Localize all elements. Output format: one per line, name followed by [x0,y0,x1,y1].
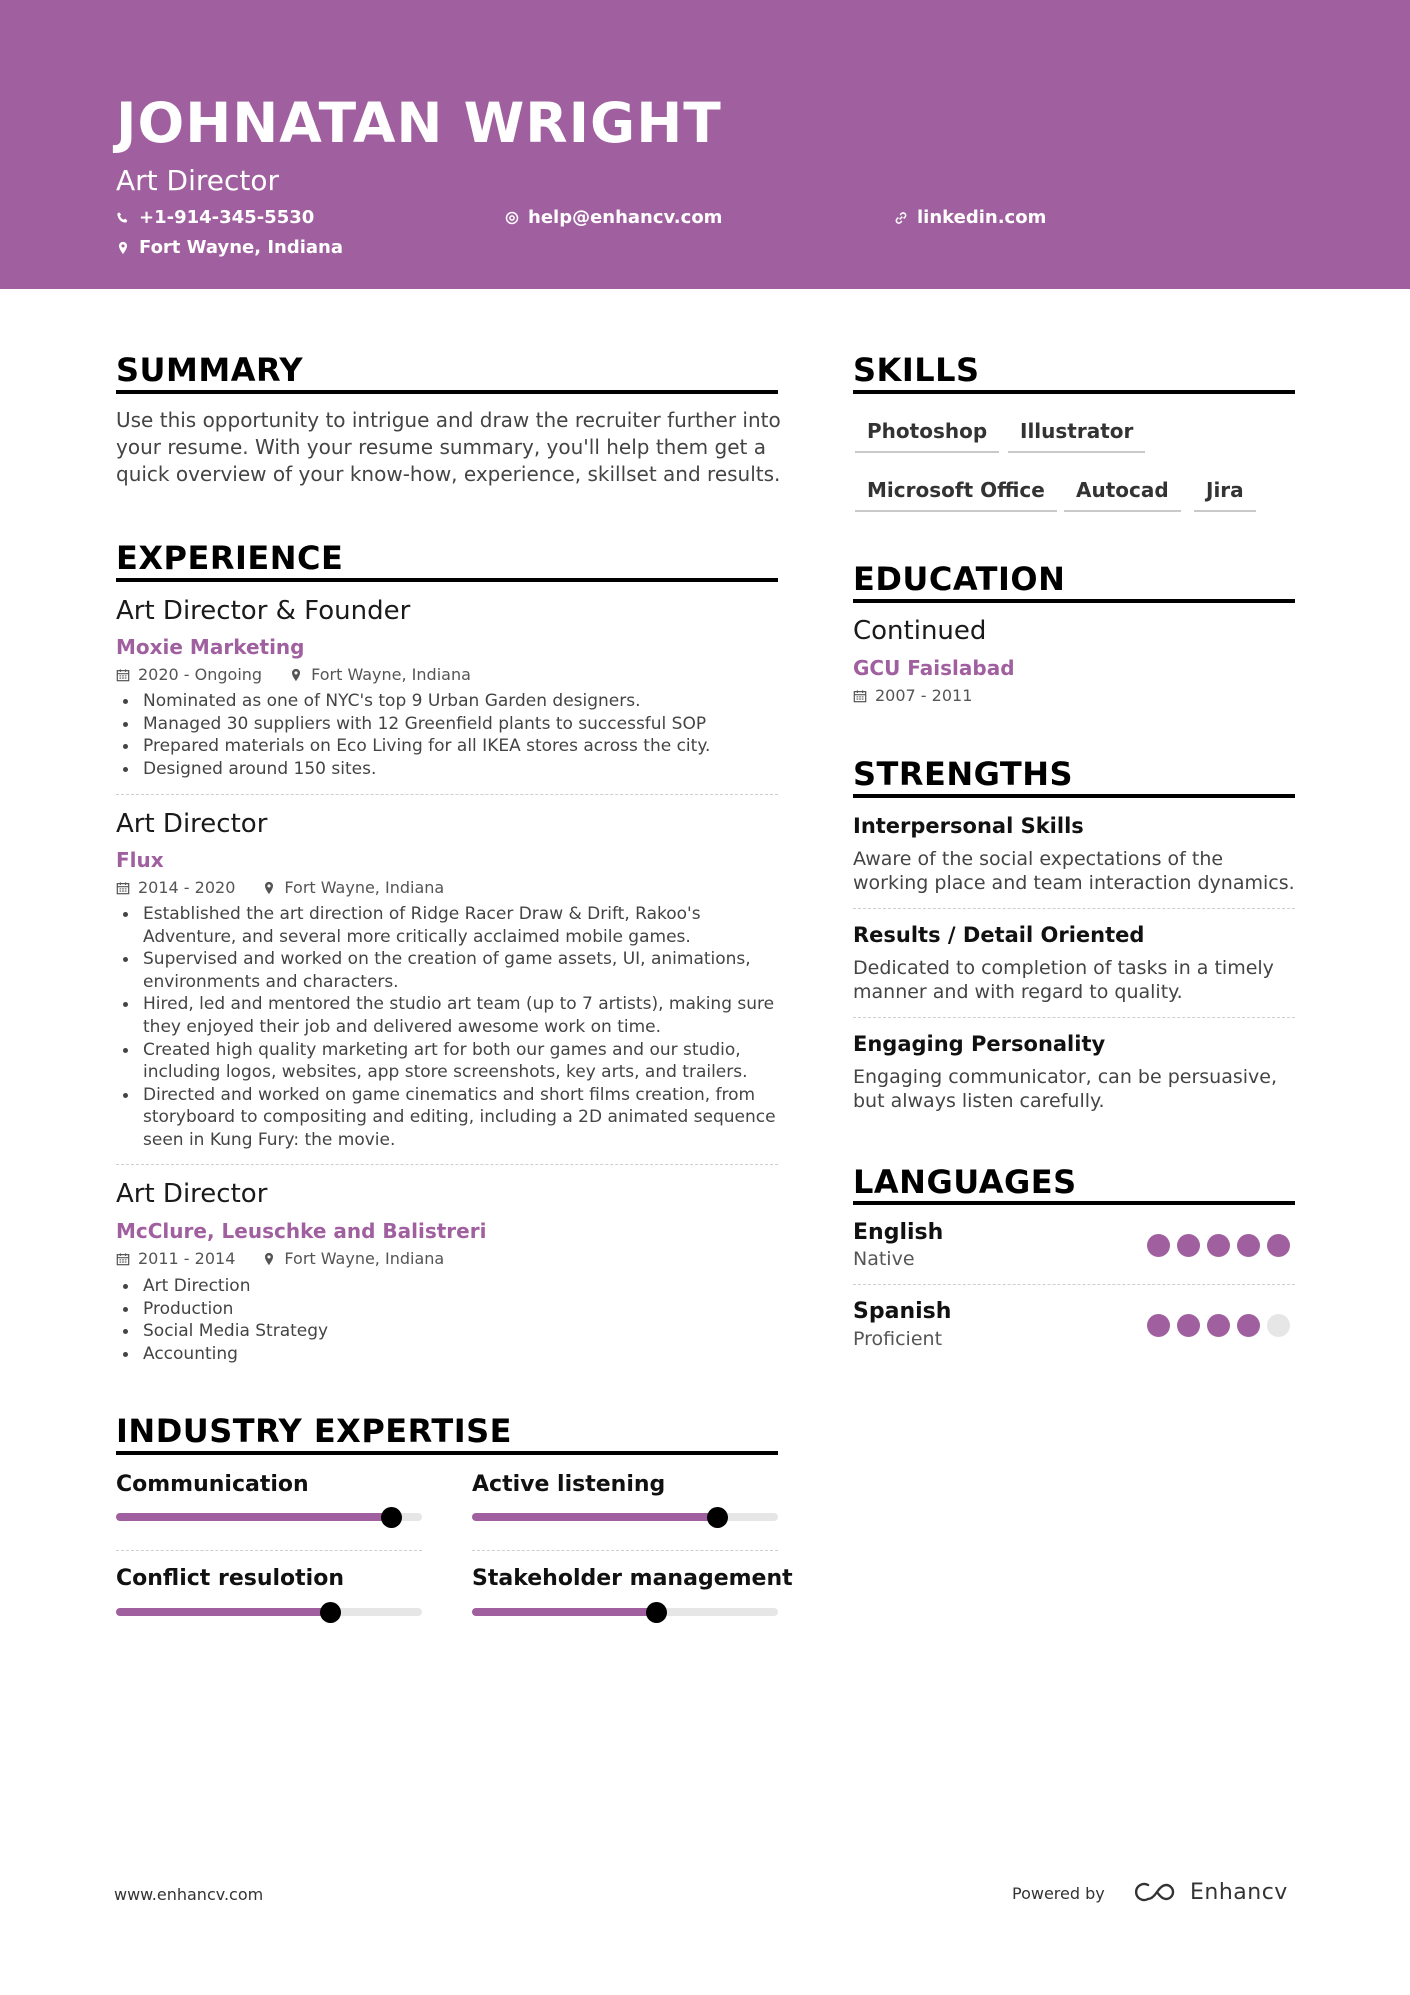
experience-heading: EXPERIENCE [116,539,344,577]
company-name: Moxie Marketing [116,635,305,659]
list-item: Created high quality marketing art for both our games and our studio, including logos, websites, app store screenshots, key arts, and trailers. [116,1039,776,1084]
summary-heading: SUMMARY [116,351,304,389]
job-divider [116,794,778,795]
calendar-icon [853,689,867,703]
industry-heading: INDUSTRY EXPERTISE [116,1412,512,1450]
expertise-bar-fill [472,1513,717,1521]
phone-text: +1-914-345-5530 [139,207,315,228]
expertise-bar-fill [116,1608,330,1616]
expertise-label: Active listening [472,1472,666,1497]
contact-website[interactable] [894,209,1046,227]
job-location [289,667,471,683]
language-rating [1147,1234,1290,1257]
list-item: Social Media Strategy [116,1320,776,1343]
expertise-bar-knob [381,1507,402,1528]
job-dates: 2014 - 2020 [138,878,236,897]
summary-rule [116,390,778,394]
list-item: Nominated as one of NYC's top 9 Urban Garden designers. [116,690,776,713]
company-name: Flux [116,848,164,872]
job-location [262,880,444,896]
language-rating [1147,1314,1290,1337]
skills-heading: SKILLS [853,351,980,389]
expertise-label: Stakeholder management [472,1566,793,1591]
job-bullets [116,690,776,780]
skill-tag: Jira [1194,480,1256,512]
expertise-bar-fill [116,1513,391,1521]
list-item: Directed and worked on game cinematics and short films creation, from storyboard to compositing and editing, including a 2D animated sequence seen in Kung Fury: the movie. [116,1084,776,1152]
rating-dot-filled [1177,1234,1200,1257]
skills-rule [853,390,1295,394]
education-dates: 2007 - 2011 [875,686,973,705]
calendar-icon [116,1252,130,1266]
contact-email[interactable] [505,209,722,227]
location-pin-icon [116,241,130,255]
strengths-rule [853,794,1295,798]
strength-desc: Dedicated to completion of tasks in a timely manner and with regard to quality. [853,957,1274,1003]
strength-desc: Aware of the social expectations of the working place and team interaction dynamics. [853,848,1295,894]
rating-dot-empty [1267,1314,1290,1337]
strength-divider [853,1017,1295,1018]
education-rule [853,599,1295,603]
candidate-name: JOHNATAN WRIGHT [116,91,722,155]
expertise-label: Conflict resulotion [116,1566,345,1591]
job-divider [116,1164,778,1165]
job-location-text: Fort Wayne, Indiana [311,665,471,684]
strength-title: Interpersonal Skills [853,814,1084,838]
calendar-icon [116,881,130,895]
expertise-bar-knob [707,1507,728,1528]
job-meta [116,667,471,683]
rating-dot-filled [1207,1314,1230,1337]
rating-dot-filled [1267,1234,1290,1257]
summary-text: Use this opportunity to intrigue and draw the recruiter further into your resume. With your resume summary, you'll help them get a quick overview of your know-how, experience, skillset and results. [116,408,781,486]
skill-tag: Microsoft Office [855,480,1057,512]
language-divider [853,1284,1295,1285]
contact-location [116,239,343,257]
rating-dot-filled [1207,1234,1230,1257]
strength-title: Results / Detail Oriented [853,923,1145,947]
expertise-divider [116,1550,422,1551]
list-item: Designed around 150 sites. [116,758,776,781]
skill-tag: Illustrator [1008,421,1145,453]
expertise-bar [116,1513,422,1521]
company-name: McClure, Leuschke and Balistreri [116,1219,487,1243]
education-heading: EDUCATION [853,560,1066,598]
skill-tag: Photoshop [855,421,999,453]
expertise-bar-knob [320,1602,341,1623]
job-dates: 2020 - Ongoing [138,665,263,684]
expertise-divider [472,1550,778,1551]
brand-logo[interactable] [1132,1878,1288,1906]
job-title: Art Director & Founder [116,596,411,626]
experience-rule [116,578,778,582]
education-meta [853,688,972,704]
powered-by-label: Powered by [1012,1884,1105,1903]
list-item: Established the art direction of Ridge Racer Draw & Drift, Rakoo's Adventure, and several more critically acclaimed mobile games. [116,903,776,948]
list-item: Art Direction [116,1275,776,1298]
location-pin-icon [262,1252,276,1266]
expertise-label: Communication [116,1472,309,1497]
resume-header [0,0,1410,289]
job-location [262,1251,444,1267]
job-location-text: Fort Wayne, Indiana [284,1249,445,1268]
list-item: Managed 30 suppliers with 12 Greenfield plants to successful SOP [116,713,776,736]
language-name: Spanish [853,1299,952,1324]
phone-icon [116,211,130,225]
expertise-bar-knob [646,1602,667,1623]
rating-dot-filled [1237,1314,1260,1337]
job-bullets [116,1275,776,1365]
strength-desc: Engaging communicator, can be persuasive, but always listen carefully. [853,1066,1277,1112]
job-dates: 2011 - 2014 [138,1249,236,1268]
location-pin-icon [289,668,303,682]
education-school: GCU Faislabad [853,656,1015,680]
job-location-text: Fort Wayne, Indiana [284,878,445,897]
calendar-icon [116,668,130,682]
list-item: Accounting [116,1343,776,1366]
brand-name: Enhancv [1190,1879,1288,1905]
strength-divider [853,908,1295,909]
job-meta [116,880,444,896]
skill-tag: Autocad [1064,480,1181,512]
candidate-role: Art Director [116,164,280,197]
rating-dot-filled [1147,1234,1170,1257]
language-level: Native [853,1248,915,1270]
list-item: Hired, led and mentored the studio art team (up to 7 artists), making sure they enjoyed their job and delivered awesome work on time. [116,993,776,1038]
expertise-bar [472,1513,778,1521]
strength-title: Engaging Personality [853,1032,1106,1056]
enhancv-logo-icon [1132,1878,1180,1906]
footer-url[interactable]: www.enhancv.com [114,1885,264,1904]
contact-phone[interactable] [116,209,314,227]
location-text: Fort Wayne, Indiana [139,237,344,258]
job-meta [116,1251,444,1267]
education-degree: Continued [853,616,987,646]
expertise-bar [116,1608,422,1616]
email-text: help@enhancv.com [528,207,723,228]
expertise-bar-fill [472,1608,656,1616]
rating-dot-filled [1237,1234,1260,1257]
industry-rule [116,1451,778,1455]
languages-heading: LANGUAGES [853,1163,1077,1201]
languages-rule [853,1201,1295,1205]
job-bullets [116,903,776,1152]
list-item: Production [116,1298,776,1321]
list-item: Prepared materials on Eco Living for all IKEA stores across the city. [116,735,776,758]
language-level: Proficient [853,1328,943,1350]
job-title: Art Director [116,809,268,839]
job-title: Art Director [116,1179,268,1209]
at-icon [505,211,519,225]
rating-dot-filled [1177,1314,1200,1337]
location-pin-icon [262,881,276,895]
list-item: Supervised and worked on the creation of game assets, UI, animations, environments and characters. [116,948,776,993]
expertise-bar [472,1608,778,1616]
rating-dot-filled [1147,1314,1170,1337]
website-text: linkedin.com [917,207,1047,228]
link-icon [894,211,908,225]
strengths-heading: STRENGTHS [853,755,1074,793]
language-name: English [853,1220,944,1245]
